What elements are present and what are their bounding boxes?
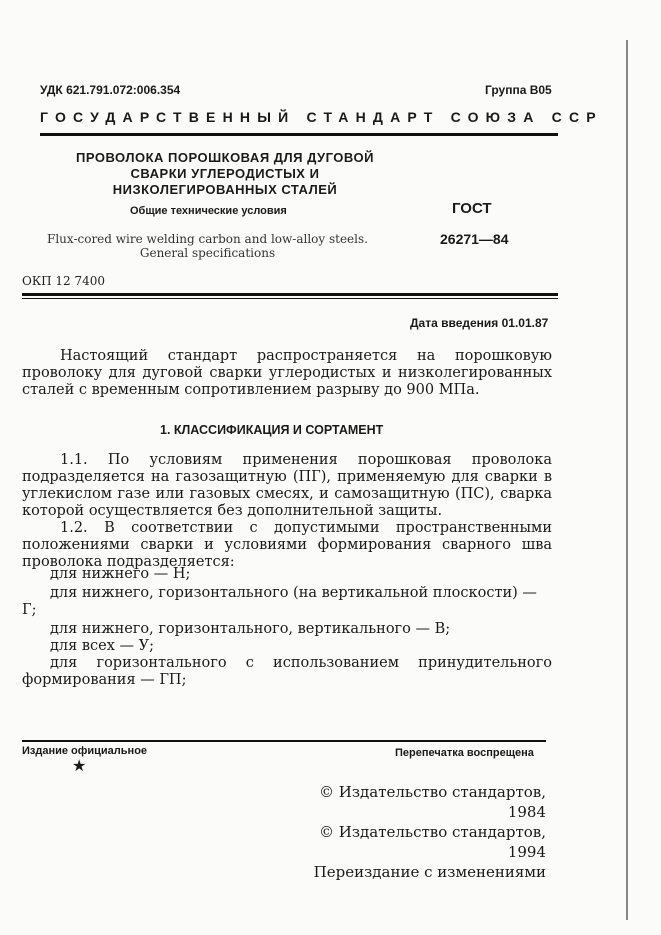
title-line-3: НИЗКОЛЕГИРОВАННЫХ СТАЛЕЙ bbox=[112, 182, 338, 197]
title-line-2: СВАРКИ УГЛЕРОДИСТЫХ И bbox=[130, 166, 320, 181]
copyright-1984: © Издательство стандартов, 1984 bbox=[319, 783, 546, 821]
position-list bbox=[22, 566, 552, 689]
top-rule bbox=[40, 133, 558, 136]
header-thin-rule bbox=[22, 298, 558, 299]
intro-date: Дата введения 01.01.87 bbox=[410, 316, 549, 330]
header-thick-rule bbox=[22, 293, 558, 296]
reprint-prohibited-label: Перепечатка воспрещена bbox=[395, 747, 534, 759]
official-edition-label: Издание официальное bbox=[22, 745, 148, 757]
paragraph-1-2: 1.2. В соответствии с допустимыми пространственными положениями сварки и условиями формирования сварного шва проволока подразделяется: bbox=[22, 520, 552, 570]
list-item: для нижнего — Н; bbox=[50, 566, 191, 582]
english-title-line-1: Flux-cored wire welding carbon and low-alloy steels. bbox=[47, 232, 368, 246]
intro-paragraph: Настоящий стандарт распространяется на порошковую проволоку для дуговой сварки углеродистых и низколегированных сталей с временным сопротивлением разрыву до 900 МПа. bbox=[22, 348, 552, 398]
gost-number: 26271—84 bbox=[440, 231, 509, 247]
list-item: для нижнего, горизонтального (на вертикальной плоскости) — Г; bbox=[22, 585, 537, 618]
title-line-1: ПРОВОЛОКА ПОРОШКОВАЯ ДЛЯ ДУГОВОЙ bbox=[76, 150, 374, 165]
okp-code: ОКП 12 7400 bbox=[22, 274, 106, 288]
udk-code: УДК 621.791.072:006.354 bbox=[40, 83, 181, 97]
copyright-1994: © Издательство стандартов, 1994 bbox=[319, 823, 546, 861]
footer-rule bbox=[22, 740, 546, 742]
star-icon: ★ bbox=[72, 756, 87, 775]
reissue-note: Переиздание с изменениями bbox=[313, 863, 546, 881]
group-code: Группа В05 bbox=[485, 83, 552, 97]
list-item: для нижнего, горизонтального, вертикального — В; bbox=[50, 621, 451, 637]
list-item: для всех — У; bbox=[50, 638, 155, 654]
paragraph-1-1: 1.1. По условиям применения порошковая проволока подразделяется на газозащитную (ПГ), применяемую для сварки в углекислом газе или газовых смесях, и самозащитную (ПС), сварка которой осуществляется без дополнительной защиты. bbox=[22, 452, 552, 519]
document-title bbox=[55, 150, 395, 198]
copyright-block bbox=[280, 782, 546, 882]
document-subtitle: Общие технические условия bbox=[130, 205, 287, 217]
gost-label: ГОСТ bbox=[452, 200, 492, 217]
state-standard-heading: ГОСУДАРСТВЕННЫЙ СТАНДАРТ СОЮЗА ССР bbox=[40, 109, 603, 125]
english-title-line-2: General specifications bbox=[139, 246, 276, 260]
english-title bbox=[20, 232, 395, 260]
list-item: для горизонтального с использованием принудительного формирования — ГП; bbox=[22, 655, 552, 688]
section-heading: 1. КЛАССИФИКАЦИЯ И СОРТАМЕНТ bbox=[160, 423, 384, 437]
page-spine-edge bbox=[626, 40, 628, 920]
